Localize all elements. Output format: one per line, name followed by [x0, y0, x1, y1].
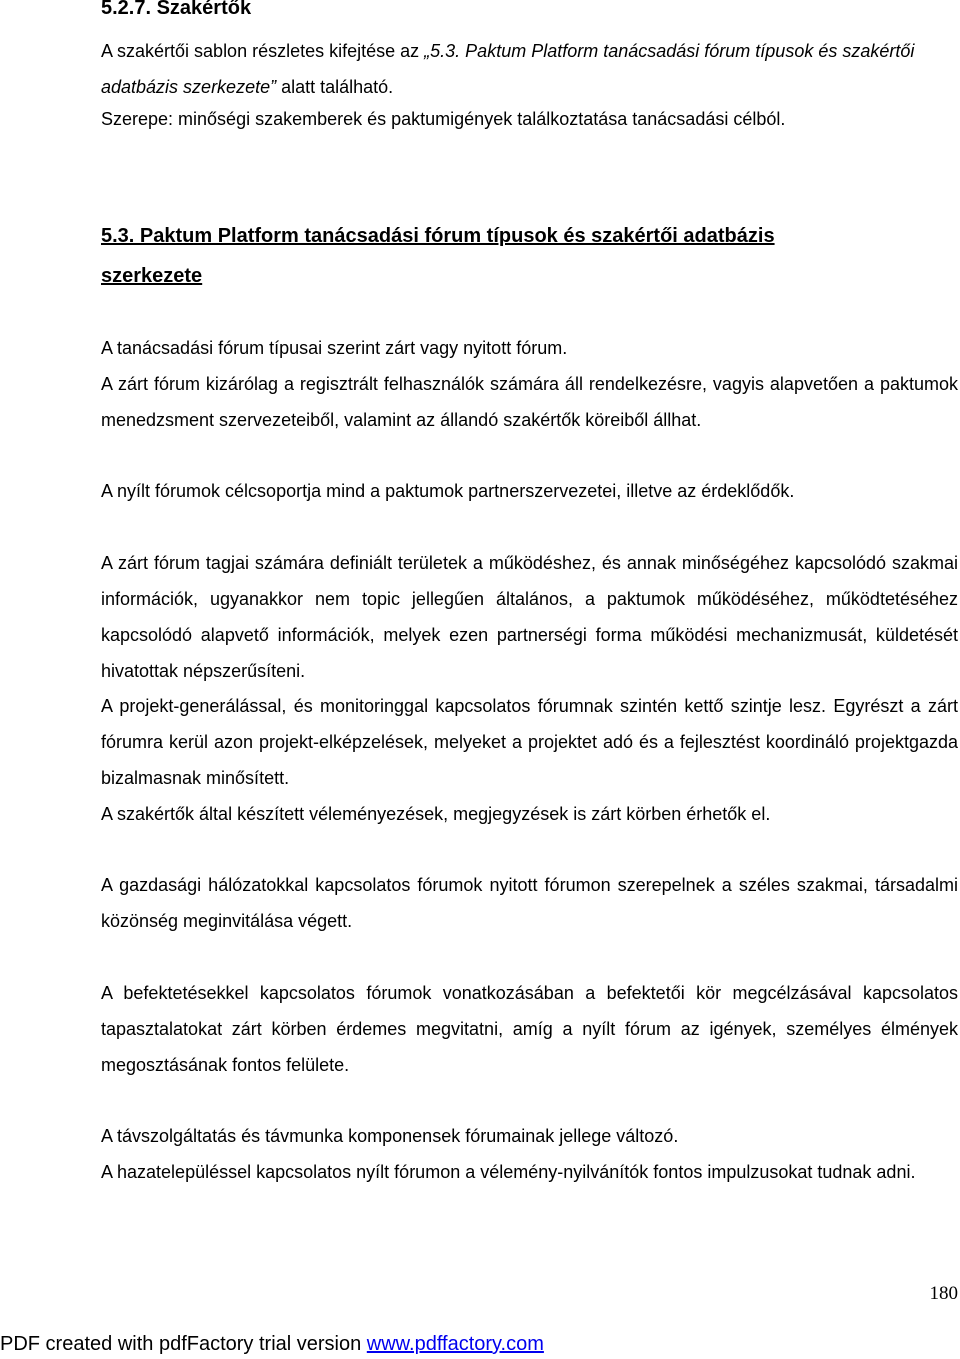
subsection-role: Szerepe: minőségi szakemberek és paktumigények találkoztatása tanácsadási célból.: [101, 109, 786, 129]
page-number: 180: [929, 1283, 958, 1304]
paragraph-expert-opinions: A szakértők által készített véleményezések, megjegyzések is zárt körben érhetők el.: [101, 804, 771, 824]
footer-text: PDF created with pdfFactory trial version: [0, 1333, 367, 1355]
paragraph-forum-types: A tanácsadási fórum típusai szerint zárt vagy nyitott fórum.: [101, 338, 568, 358]
paragraph-open-forum: A nyílt fórumok célcsoportja mind a paktumok partnerszervezetei, illetve az érdeklődők.: [101, 481, 795, 501]
paragraph-remote-services: A távszolgáltatás és távmunka komponensek fórumainak jellege változó.: [101, 1126, 679, 1146]
section-heading: [101, 216, 901, 296]
paragraph-economic-networks: A gazdasági hálózatokkal kapcsolatos fórumok nyitott fórumon szerepelnek a széles szakmai, társadalmi közönség meginvitálása végett.: [101, 875, 958, 931]
pdf-footer: [0, 1330, 544, 1358]
intro-suffix: alatt található.: [276, 77, 394, 97]
paragraph-closed-forum: A zárt fórum kizárólag a regisztrált felhasználók számára áll rendelkezésre, vagyis alapvetően a paktumok menedzsment szervezeteiből, valamint az állandó szakértők köreiből állhat.: [101, 374, 958, 430]
intro-reference: „5.3. Paktum Platform tanácsadási fórum típusok és szakértői adatbázis szerkezete”: [101, 41, 915, 97]
paragraph-resettlement: A hazatelepüléssel kapcsolatos nyílt fórumon a vélemény-nyilvánítók fontos impulzusokat tudnak adni.: [101, 1162, 916, 1182]
subsection-intro: [101, 33, 958, 105]
paragraph-closed-forum-areas: A zárt fórum tagjai számára definiált területek a működéshez, és annak minőségéhez kapcsolódó szakmai információk, ugyanakkor nem topic jellegűen általános, a paktumok működéséhez, működtetéséhez kapcsolódó alapvető információk, melyek ezen partnerségi forma működési mechanizmusát, küldetését hivatottak népszerűsíteni.: [101, 553, 958, 681]
paragraph-project-forum: A projekt-generálással, és monitoringgal kapcsolatos fórumnak szintén kettő szintje lesz. Egyrészt a zárt fórumra kerül azon projekt-elképzelések, melyeket a projektet adó és a fejlesztést koordináló projektgazda bizalmasnak minősített.: [101, 696, 958, 788]
pdffactory-link[interactable]: www.pdffactory.com: [366, 1333, 544, 1355]
section-heading-line2: szerkezete: [101, 265, 203, 287]
subsection-heading: 5.2.7. Szakértők: [101, 0, 252, 19]
section-heading-line1: 5.3. Paktum Platform tanácsadási fórum típusok és szakértői adatbázis: [101, 225, 775, 247]
intro-prefix: A szakértői sablon részletes kifejtése az: [101, 41, 425, 61]
paragraph-investments: A befektetésekkel kapcsolatos fórumok vonatkozásában a befektetői kör megcélzásával kapcsolatos tapasztalatokat zárt körben érdemes megvitatni, amíg a nyílt fórum az igények, személyes élmények megosztásának fontos felülete.: [101, 983, 958, 1075]
